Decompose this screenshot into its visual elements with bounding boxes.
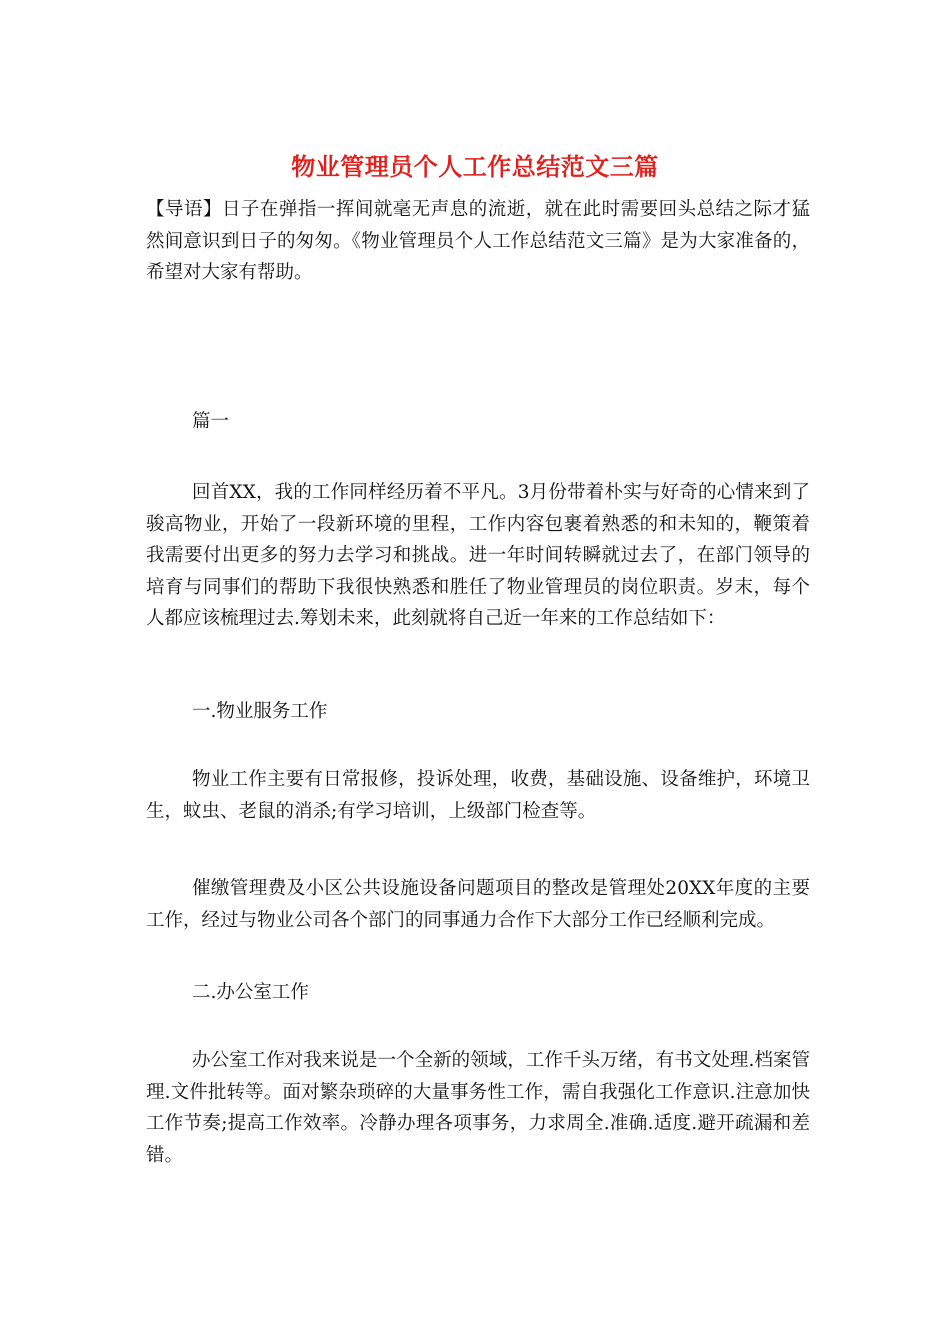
section-heading: 二.办公室工作 [192,982,309,1003]
body-paragraph: 催缴管理费及小区公共设施设备问题项目的整改是管理处20XX年度的主要工作，经过与物业公司各个部门的同事通力合作下大部分工作已经顺利完成。 [146,878,810,931]
section-heading: 一.物业服务工作 [192,701,328,722]
body-paragraph: 物业工作主要有日常报修，投诉处理，收费，基础设施、设备维护，环境卫生，蚊虫、老鼠的消杀;有学习培训，上级部门检查等。 [146,769,810,822]
intro-paragraph: 【导语】日子在弹指一挥间就毫无声息的流逝，就在此时需要回头总结之际才猛然间意识到日子的匆匆。《物业管理员个人工作总结范文三篇》是为大家准备的，希望对大家有帮助。 [146,199,810,284]
section-label: 篇一 [192,411,230,432]
body-paragraph: 回首XX，我的工作同样经历着不平凡。3月份带着朴实与好奇的心情来到了骏高物业，开始了一段新环境的里程，工作内容包裹着熟悉的和未知的，鞭策着我需要付出更多的努力去学习和挑战。进一年时间转瞬就过去了，在部门领导的培育与同事们的帮助下我很快熟悉和胜任了物业管理员的岗位职责。岁末，每个人都应该梳理过去.筹划未来，此刻就将自己近一年来的工作总结如下： [146,482,810,630]
document-title: 物业管理员个人工作总结范文三篇 [291,152,659,181]
body-paragraph: 办公室工作对我来说是一个全新的领域，工作千头万绪，有书文处理.档案管理.文件批转等。面对繁杂琐碎的大量事务性工作，需自我强化工作意识.注意加快工作节奏;提高工作效率。冷静办理各项事务，力求周全.准确.适度.避开疏漏和差错。 [146,1050,810,1166]
